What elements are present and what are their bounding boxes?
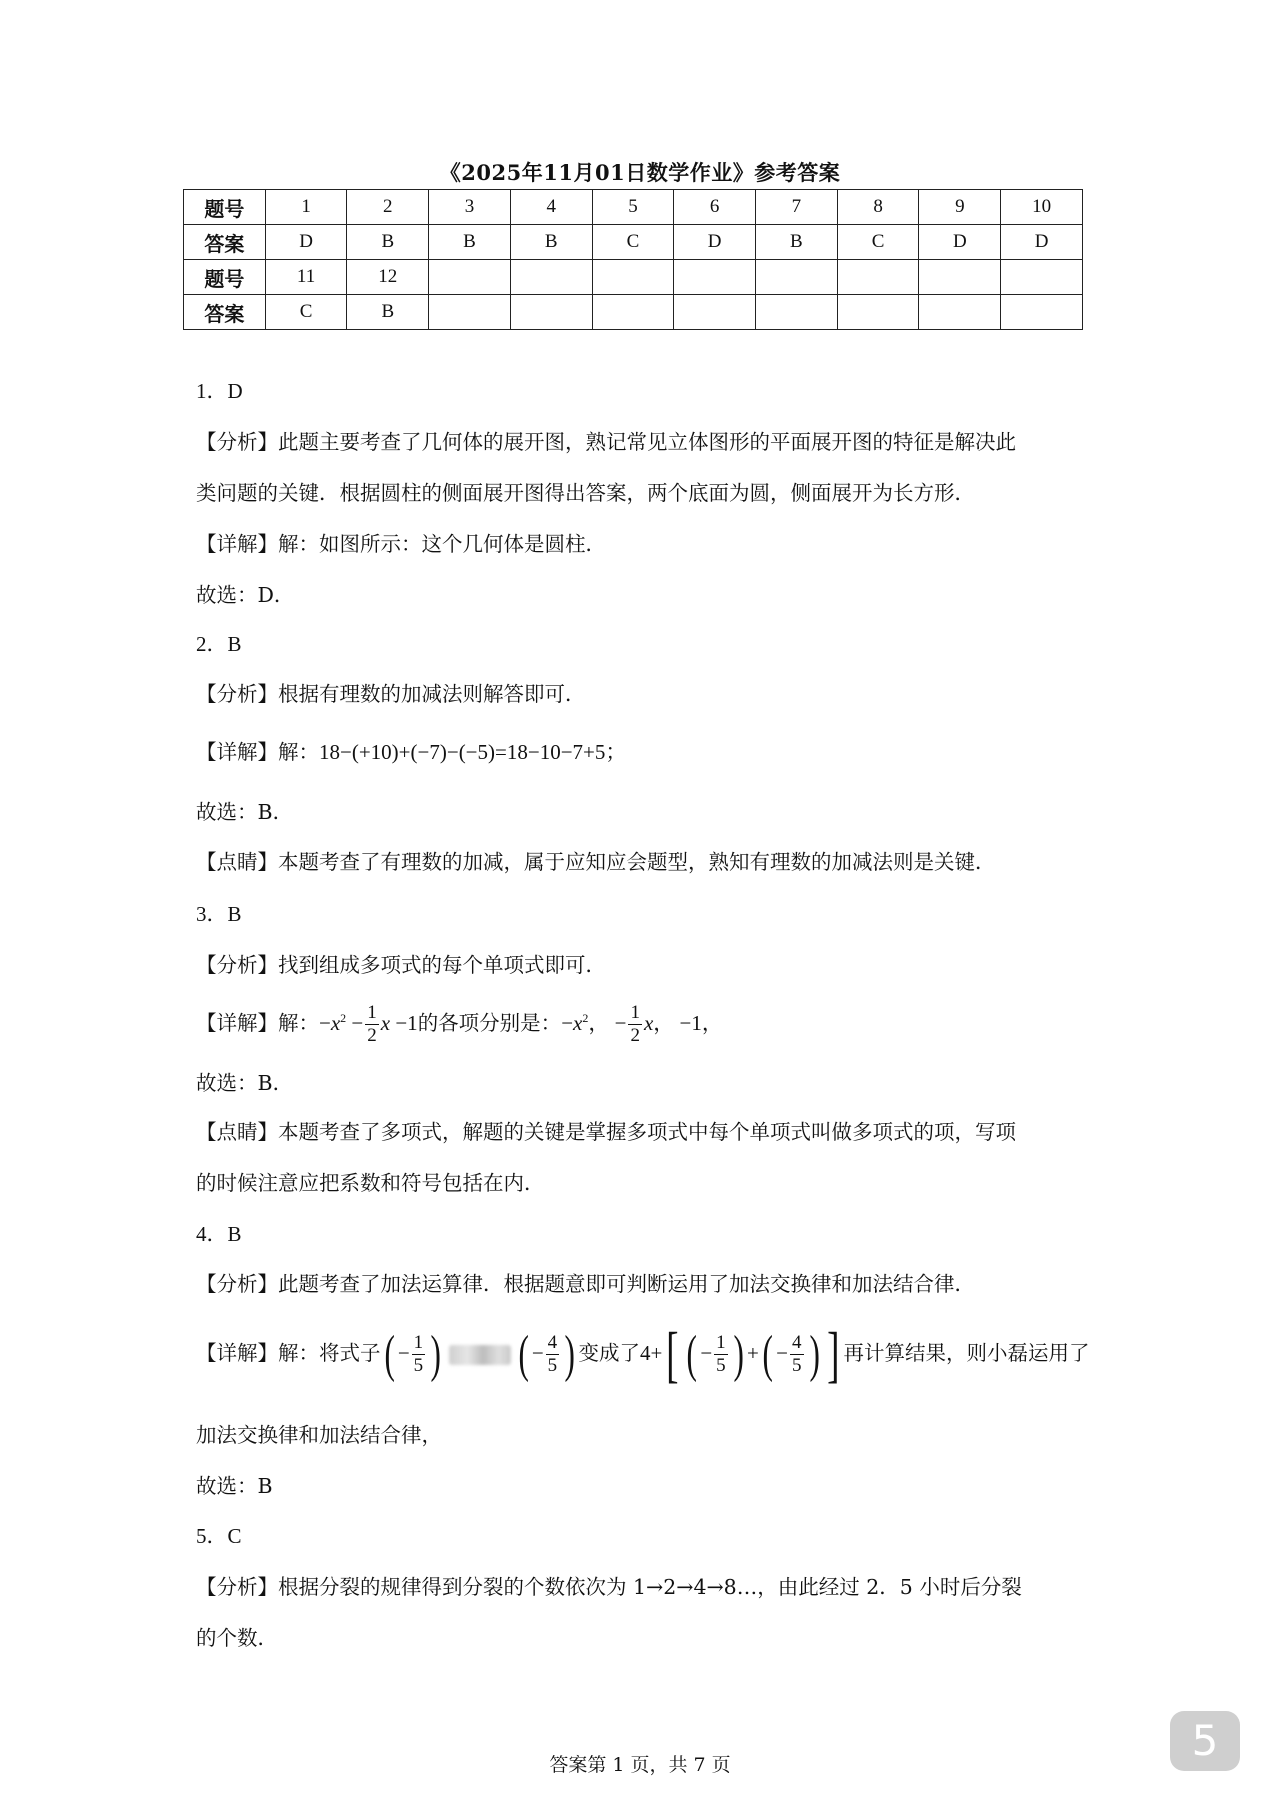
table-cell <box>674 295 756 330</box>
table-cell <box>837 260 919 295</box>
detail-tag: 【详解】 <box>196 532 278 556</box>
analysis-tag: 【分析】 <box>196 1272 278 1296</box>
math-term: x， <box>643 1011 680 1035</box>
analysis-text <box>196 428 1096 456</box>
table-cell <box>1001 295 1083 330</box>
table-cell: B <box>429 225 511 260</box>
detail-tag: 【详解】 <box>196 1011 278 1035</box>
table-cell <box>919 260 1001 295</box>
question-number: 1．D <box>196 379 243 403</box>
table-cell: D <box>265 225 347 260</box>
page-title: 《2025年11月01日数学作业》参考答案 <box>439 160 841 185</box>
analysis-tag: 【分析】 <box>196 430 278 454</box>
table-cell: C <box>592 225 674 260</box>
math-term: −1， <box>679 1011 723 1035</box>
table-cell: 4 <box>510 190 592 225</box>
table-cell <box>756 260 838 295</box>
detail-text: 【详解】解：将式子( − $\frac{1}{5}$ ) ( − $\frac{4}{5}$ ) 变成了4+[ ( − $\frac{1}{5}$ ) +( − $\frac{4}{5}$ ) ] 再计算结果，则小磊运用了 <box>196 1320 1090 1389</box>
table-row <box>184 260 1083 295</box>
table-cell <box>592 260 674 295</box>
table-cell: D <box>674 225 756 260</box>
table-cell <box>510 295 592 330</box>
comment-text <box>196 848 1096 876</box>
table-cell: 3 <box>429 190 511 225</box>
fraction: $\frac{4}{5}$ <box>547 1332 558 1376</box>
page-number-badge: 5 <box>1170 1711 1240 1771</box>
analysis-line: 找到组成多项式的每个单项式即可． <box>278 953 606 977</box>
math-leading: 4+ <box>640 1341 663 1365</box>
table-cell <box>674 260 756 295</box>
fraction: $\frac{1}{5}$ <box>716 1332 726 1376</box>
analysis-line: 类问题的关键．根据圆柱的侧面展开图得出答案，两个底面为圆，侧面展开为长方形． <box>196 481 975 505</box>
table-cell <box>756 295 838 330</box>
table-cell: 5 <box>592 190 674 225</box>
comment-line: 本题考查了有理数的加减，属于应知应会题型，熟知有理数的加减法则是关键． <box>278 850 996 874</box>
analysis-line: 根据分裂的规律得到分裂的个数依次为 1→2→4→8…，由此经过 2．5 小时后分裂 <box>278 1575 1022 1599</box>
detail-prefix: 解： <box>278 1011 319 1035</box>
table-cell: B <box>347 295 429 330</box>
table-cell: 11 <box>265 260 347 295</box>
table-cell: B <box>756 225 838 260</box>
analysis-text <box>196 680 1096 708</box>
detail-prefix: 解： <box>278 740 319 764</box>
analysis-text <box>196 951 1096 979</box>
detail-suffix: 再计算结果，则小磊运用了 <box>843 1341 1090 1365</box>
fraction: $\frac{1}{5}$ <box>413 1332 424 1376</box>
analysis-line: 此题考查了加法运算律．根据题意即可判断运用了加法交换律和加法结合律． <box>278 1272 975 1296</box>
table-cell <box>1001 260 1083 295</box>
analysis-line: 根据有理数的加减法则解答即可． <box>278 682 586 706</box>
table-cell: B <box>347 225 429 260</box>
detail-text <box>196 530 1096 558</box>
table-row <box>184 295 1083 330</box>
analysis-text <box>196 1270 1096 1298</box>
table-cell: 6 <box>674 190 756 225</box>
table-cell <box>837 295 919 330</box>
table-cell <box>429 260 511 295</box>
table-cell: 9 <box>919 190 1001 225</box>
table-cell: 1 <box>265 190 347 225</box>
comment-line: 本题考查了多项式，解题的关键是掌握多项式中每个单项式叫做多项式的项，写项 <box>278 1120 1016 1144</box>
table-cell <box>429 295 511 330</box>
choice-text: 故选：B <box>196 1474 273 1498</box>
detail-tag: 【详解】 <box>196 740 278 764</box>
detail-line: 加法交换律和加法结合律， <box>196 1423 442 1447</box>
table-row <box>184 190 1083 225</box>
page-footer: 答案第 1 页，共 7 页 <box>549 1754 731 1776</box>
fraction: $\frac{1}{2}$ <box>630 1002 640 1046</box>
comment-tag: 【点睛】 <box>196 850 278 874</box>
fraction: $\frac{1}{2}$ <box>367 1002 377 1046</box>
answer-table <box>183 189 1083 330</box>
math-expression: $-x^2$ − <box>319 1011 364 1035</box>
detail-line: 解：如图所示：这个几何体是圆柱． <box>278 532 606 556</box>
detail-tag: 【详解】 <box>196 1341 278 1365</box>
question-number: 5．C <box>196 1524 242 1548</box>
table-row <box>184 225 1083 260</box>
analysis-tag: 【分析】 <box>196 1575 278 1599</box>
detail-mid: 变成了 <box>578 1341 640 1365</box>
choice-text: 故选：D． <box>196 583 295 607</box>
table-cell: 10 <box>1001 190 1083 225</box>
analysis-tag: 【分析】 <box>196 953 278 977</box>
table-cell: C <box>837 225 919 260</box>
table-header-cell: 题号 <box>184 190 266 225</box>
detail-math: 18−(+10)+(−7)−(−5)=18−10−7+5； <box>319 740 627 764</box>
math-expression: x −1 <box>380 1011 418 1035</box>
table-cell: D <box>1001 225 1083 260</box>
table-cell: C <box>265 295 347 330</box>
table-cell: 8 <box>837 190 919 225</box>
table-cell <box>510 260 592 295</box>
comment-text <box>196 1118 1096 1146</box>
analysis-text <box>196 1573 1096 1601</box>
table-cell <box>919 295 1001 330</box>
table-cell: 2 <box>347 190 429 225</box>
detail-prefix: 解：将式子 <box>278 1341 381 1365</box>
analysis-line: 此题主要考查了几何体的展开图，熟记常见立体图形的平面展开图的特征是解决此 <box>278 430 1016 454</box>
table-cell <box>592 295 674 330</box>
comment-tag: 【点睛】 <box>196 1120 278 1144</box>
table-header-cell: 题号 <box>184 260 266 295</box>
comment-line: 的时候注意应把系数和符号包括在内． <box>196 1171 545 1195</box>
table-header-cell: 答案 <box>184 295 266 330</box>
fraction: $\frac{4}{5}$ <box>792 1332 802 1376</box>
table-cell: D <box>919 225 1001 260</box>
analysis-tag: 【分析】 <box>196 682 278 706</box>
analysis-line: 的个数． <box>196 1626 278 1650</box>
choice-text: 故选：B． <box>196 800 294 824</box>
detail-mid: 的各项分别是： <box>417 1011 562 1035</box>
table-cell: 12 <box>347 260 429 295</box>
blurred-region <box>449 1345 511 1365</box>
detail-text <box>196 738 1096 766</box>
table-cell: B <box>510 225 592 260</box>
question-number: 2．B <box>196 632 242 656</box>
choice-text: 故选：B． <box>196 1071 294 1095</box>
math-term: $-x^2$， − <box>561 1011 627 1035</box>
detail-text <box>196 994 1096 1047</box>
question-number: 3．B <box>196 902 242 926</box>
question-number: 4．B <box>196 1222 242 1246</box>
table-cell: 7 <box>756 190 838 225</box>
table-header-cell: 答案 <box>184 225 266 260</box>
